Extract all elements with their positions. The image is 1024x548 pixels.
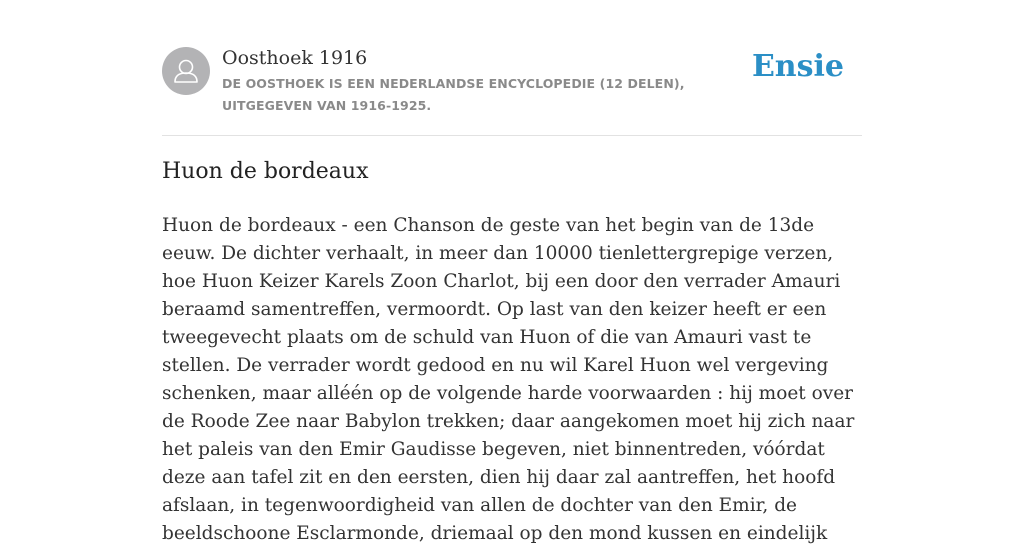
article-body: Huon de bordeaux - een Chanson de geste van het begin van de 13de eeuw. De dichter verhaalt, in meer dan 10000 tienlettergrepige verzen, hoe Huon Keizer Karels Zoon Charlot, bij een door den verrader Amauri beraamd samentreffen, vermoordt. Op last van den keizer heeft er een tweegevecht plaats om de schuld van Huon of die van Amauri vast te stellen. De verrader wordt gedood en nu wil Karel Huon wel vergeving schenken, maar alléén op de volgende harde voorwaarden : hij moet over de Roode Zee naar Babylon trekken; daar aangekomen moet hij zich naar het paleis van den Emir Gaudisse begeven, niet binnentreden, vóórdat deze aan tafel zit en den eersten, dien hij daar zal aantreffen, het hoofd afslaan, in tegenwoordigheid van allen de dochter van den Emir, de beeldschoone Esclarmonde, driemaal op den mond kussen en eindelijk xyxy=(162,215,855,544)
source-title[interactable]: Oosthoek 1916 xyxy=(222,47,368,69)
ensie-logo[interactable]: Ensie xyxy=(751,49,844,84)
user-outline-icon xyxy=(162,47,210,95)
header-divider xyxy=(162,135,862,136)
avatar[interactable] xyxy=(162,47,210,95)
article-title: Huon de bordeaux xyxy=(162,159,369,184)
source-header xyxy=(162,45,862,135)
source-description: DE OOSTHOEK IS EEN NEDERLANDSE ENCYCLOPEDIE (12 DELEN), UITGEGEVEN VAN 1916-1925. xyxy=(222,76,685,113)
